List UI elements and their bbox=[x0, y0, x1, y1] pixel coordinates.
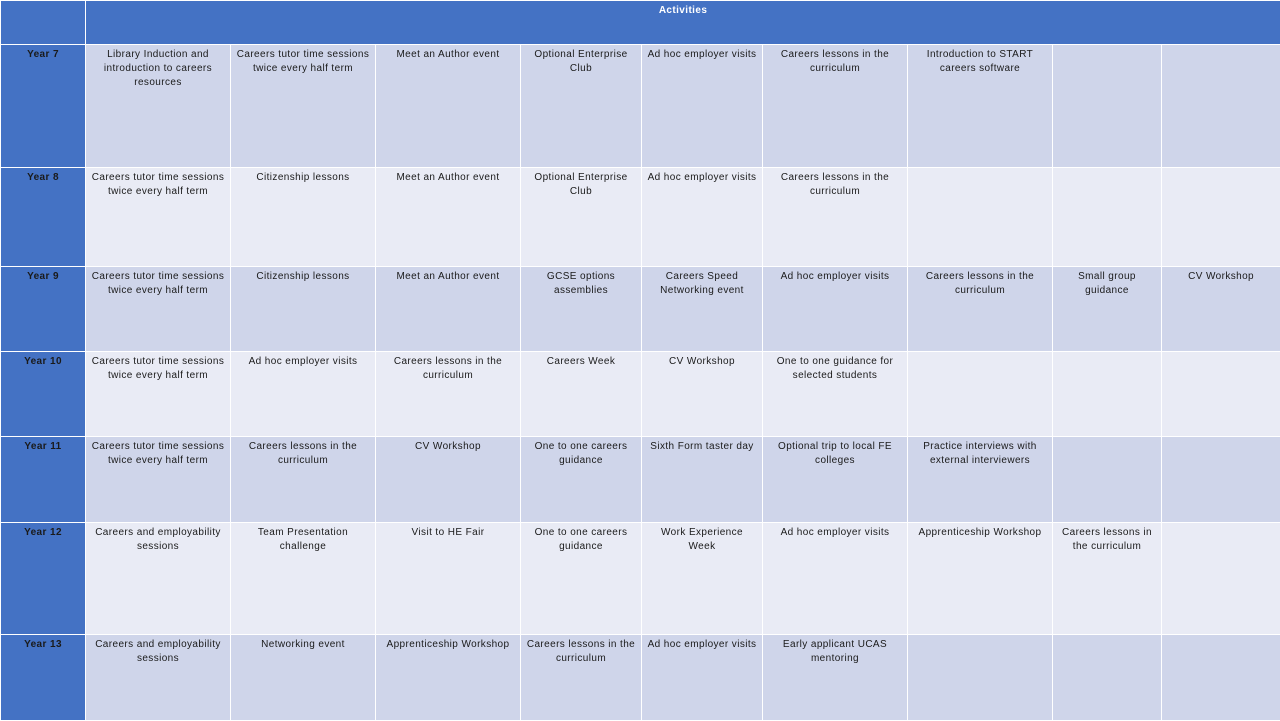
activity-cell: Careers and employability sessions bbox=[86, 635, 231, 721]
activity-cell: Practice interviews with external interviewers bbox=[908, 437, 1053, 523]
activity-cell: Work Experience Week bbox=[642, 523, 763, 635]
activity-cell: CV Workshop bbox=[1162, 267, 1280, 352]
activity-cell bbox=[908, 168, 1053, 267]
activity-cell: Careers lessons in the curriculum bbox=[763, 168, 908, 267]
activity-cell bbox=[908, 635, 1053, 721]
activity-cell: One to one careers guidance bbox=[521, 437, 642, 523]
activity-cell bbox=[1053, 437, 1162, 523]
activity-cell: CV Workshop bbox=[376, 437, 521, 523]
activity-cell: Library Induction and introduction to careers resources bbox=[86, 45, 231, 168]
year-label: Year 7 bbox=[1, 45, 86, 168]
activity-cell: Introduction to START careers software bbox=[908, 45, 1053, 168]
activity-cell bbox=[1053, 168, 1162, 267]
activity-cell: Ad hoc employer visits bbox=[642, 168, 763, 267]
activity-cell bbox=[1162, 523, 1280, 635]
activity-cell: GCSE options assemblies bbox=[521, 267, 642, 352]
activity-cell: Citizenship lessons bbox=[231, 168, 376, 267]
activity-cell: Careers and employability sessions bbox=[86, 523, 231, 635]
activities-header: Activities bbox=[86, 1, 1280, 45]
activity-cell: Citizenship lessons bbox=[231, 267, 376, 352]
activity-cell: Careers lessons in the curriculum bbox=[1053, 523, 1162, 635]
activity-cell: Ad hoc employer visits bbox=[642, 45, 763, 168]
activity-cell: Meet an Author event bbox=[376, 168, 521, 267]
activity-cell: Careers lessons in the curriculum bbox=[521, 635, 642, 721]
activity-cell: One to one careers guidance bbox=[521, 523, 642, 635]
activity-cell: Careers lessons in the curriculum bbox=[376, 352, 521, 437]
year-label: Year 10 bbox=[1, 352, 86, 437]
table-row bbox=[1, 635, 1280, 721]
table-row bbox=[1, 437, 1280, 523]
activity-cell: Careers lessons in the curriculum bbox=[231, 437, 376, 523]
activity-cell: Apprenticeship Workshop bbox=[376, 635, 521, 721]
table-row bbox=[1, 267, 1280, 352]
year-label: Year 12 bbox=[1, 523, 86, 635]
activity-cell: Team Presentation challenge bbox=[231, 523, 376, 635]
activity-cell bbox=[1053, 352, 1162, 437]
activity-cell: Careers lessons in the curriculum bbox=[908, 267, 1053, 352]
activity-cell: Optional trip to local FE colleges bbox=[763, 437, 908, 523]
activity-cell: Careers lessons in the curriculum bbox=[763, 45, 908, 168]
activity-cell: Careers Speed Networking event bbox=[642, 267, 763, 352]
activity-cell bbox=[1162, 45, 1280, 168]
table-row bbox=[1, 168, 1280, 267]
activity-cell: CV Workshop bbox=[642, 352, 763, 437]
activity-cell: Meet an Author event bbox=[376, 267, 521, 352]
year-label: Year 11 bbox=[1, 437, 86, 523]
activity-cell: Careers tutor time sessions twice every half term bbox=[86, 168, 231, 267]
activity-cell: Optional Enterprise Club bbox=[521, 45, 642, 168]
activity-cell bbox=[1053, 635, 1162, 721]
year-label: Year 13 bbox=[1, 635, 86, 721]
activity-cell: Careers tutor time sessions twice every half term bbox=[86, 437, 231, 523]
activity-cell: Sixth Form taster day bbox=[642, 437, 763, 523]
table-row bbox=[1, 352, 1280, 437]
activity-cell: Ad hoc employer visits bbox=[642, 635, 763, 721]
activity-cell: Small group guidance bbox=[1053, 267, 1162, 352]
activity-cell bbox=[1162, 437, 1280, 523]
activity-cell: Visit to HE Fair bbox=[376, 523, 521, 635]
activity-cell: One to one guidance for selected students bbox=[763, 352, 908, 437]
header-row bbox=[1, 1, 1280, 45]
table-row bbox=[1, 45, 1280, 168]
activity-cell bbox=[1162, 352, 1280, 437]
year-label: Year 9 bbox=[1, 267, 86, 352]
corner-header-cell bbox=[1, 1, 86, 45]
activity-cell: Ad hoc employer visits bbox=[763, 267, 908, 352]
activity-cell: Careers tutor time sessions twice every half term bbox=[86, 352, 231, 437]
activity-cell: Meet an Author event bbox=[376, 45, 521, 168]
activity-cell bbox=[1053, 45, 1162, 168]
table-row bbox=[1, 523, 1280, 635]
activity-cell: Ad hoc employer visits bbox=[763, 523, 908, 635]
activity-cell: Careers tutor time sessions twice every half term bbox=[86, 267, 231, 352]
table-body bbox=[1, 45, 1280, 721]
activity-cell: Careers tutor time sessions twice every half term bbox=[231, 45, 376, 168]
activity-cell bbox=[1162, 168, 1280, 267]
activity-cell bbox=[1162, 635, 1280, 721]
activity-cell: Apprenticeship Workshop bbox=[908, 523, 1053, 635]
year-label: Year 8 bbox=[1, 168, 86, 267]
activity-cell: Networking event bbox=[231, 635, 376, 721]
activity-cell: Early applicant UCAS mentoring bbox=[763, 635, 908, 721]
activity-cell: Ad hoc employer visits bbox=[231, 352, 376, 437]
activity-cell bbox=[908, 352, 1053, 437]
activity-cell: Optional Enterprise Club bbox=[521, 168, 642, 267]
activity-cell: Careers Week bbox=[521, 352, 642, 437]
